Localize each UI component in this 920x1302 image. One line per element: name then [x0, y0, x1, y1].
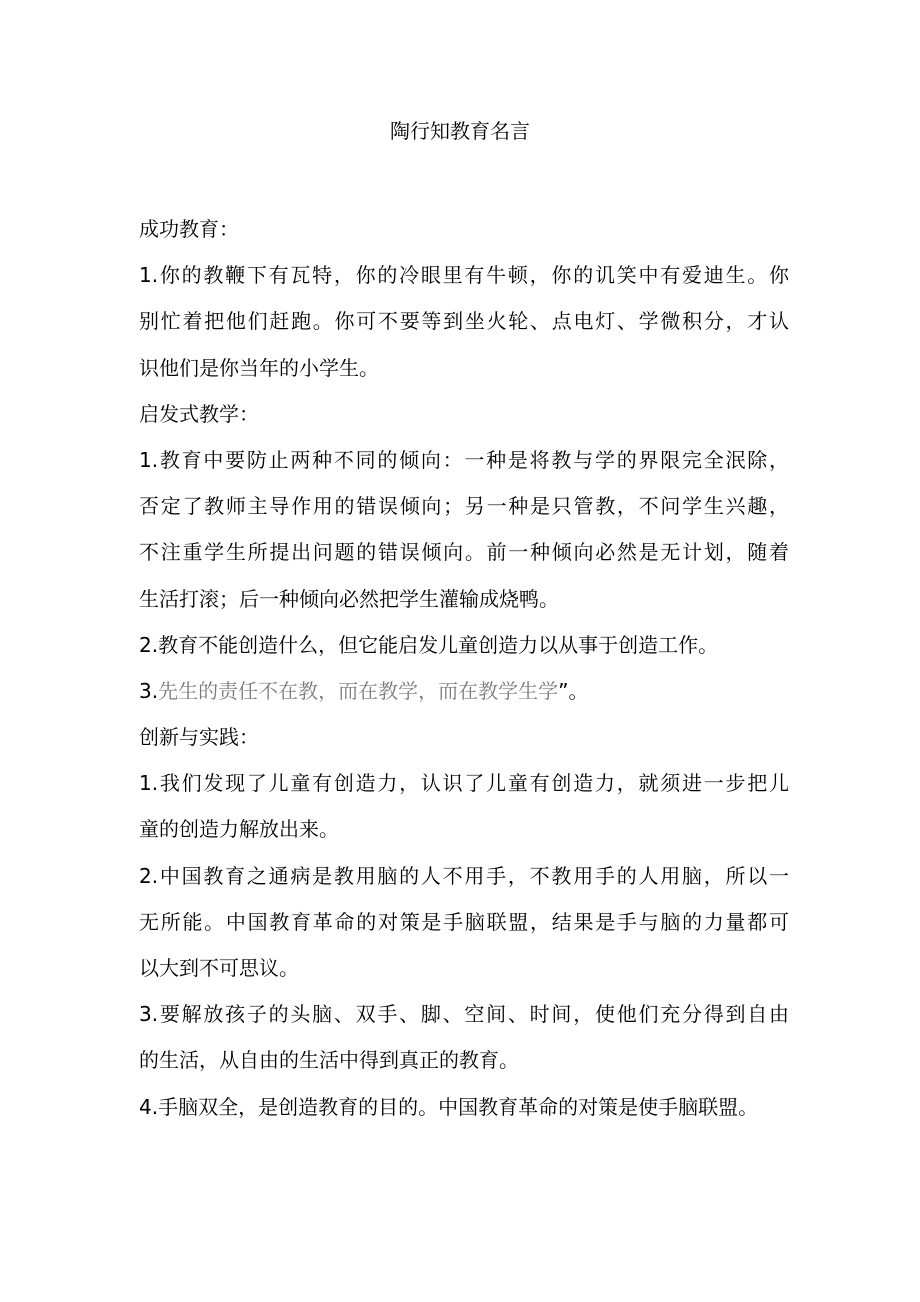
paragraph-line: 童的创造力解放出来。 — [139, 817, 339, 842]
paragraph-line: 1.我们发现了儿童有创造力，认识了儿童有创造力，就须进一步把儿 — [139, 771, 789, 796]
section-heading-heuristic-teaching: 启发式教学： — [139, 401, 259, 426]
paragraph-line: 2.教育不能创造什么，但它能启发儿童创造力以从事于创造工作。 — [139, 632, 719, 657]
paragraph-line: 2.中国教育之通病是教用脑的人不用手，不教用手的人用脑，所以一 — [139, 863, 789, 888]
item-number: 3. — [139, 678, 159, 703]
paragraph-line: 生活打滚；后一种倾向必然把学生灌输成烧鸭。 — [139, 586, 559, 611]
paragraph-line: 的生活，从自由的生活中得到真正的教育。 — [139, 1048, 519, 1073]
paragraph-line-gray — [139, 674, 789, 720]
section-heading-success-education: 成功教育： — [139, 217, 239, 241]
paragraph-line: 别忙着把他们赶跑。你可不要等到坐火轮、点电灯、学微积分，才认 — [139, 309, 789, 334]
document-body — [139, 212, 789, 1136]
paragraph-line: 无所能。中国教育革命的对策是手脑联盟，结果是手与脑的力量都可 — [139, 909, 789, 934]
paragraph-line: 1.教育中要防止两种不同的倾向：一种是将教与学的界限完全泯除， — [139, 447, 789, 472]
section-heading-innovation-practice: 创新与实践： — [139, 725, 259, 750]
paragraph-line: 以大到不可思议。 — [139, 956, 299, 980]
paragraph-line: 识他们是你当年的小学生。 — [139, 355, 379, 380]
paragraph-line: 4.手脑双全，是创造教育的目的。中国教育革命的对策是使手脑联盟。 — [139, 1094, 759, 1119]
document-title: 陶行知教育名言 — [390, 119, 530, 143]
paragraph-line: 1.你的教鞭下有瓦特，你的冷眼里有牛顿，你的讥笑中有爱迪生。你 — [139, 263, 789, 288]
gray-quote-text: 先生的责任不在教，而在教学，而在教学生学 — [158, 678, 559, 703]
paragraph-line: 否定了教师主导作用的错误倾向；另一种是只管教，不问学生兴趣， — [139, 494, 789, 519]
quote-end: ”。 — [558, 678, 589, 703]
paragraph-line: 不注重学生所提出问题的错误倾向。前一种倾向必然是无计划，随着 — [139, 540, 789, 565]
paragraph-line: 3.要解放孩子的头脑、双手、脚、空间、时间，使他们充分得到自由 — [139, 1002, 789, 1027]
